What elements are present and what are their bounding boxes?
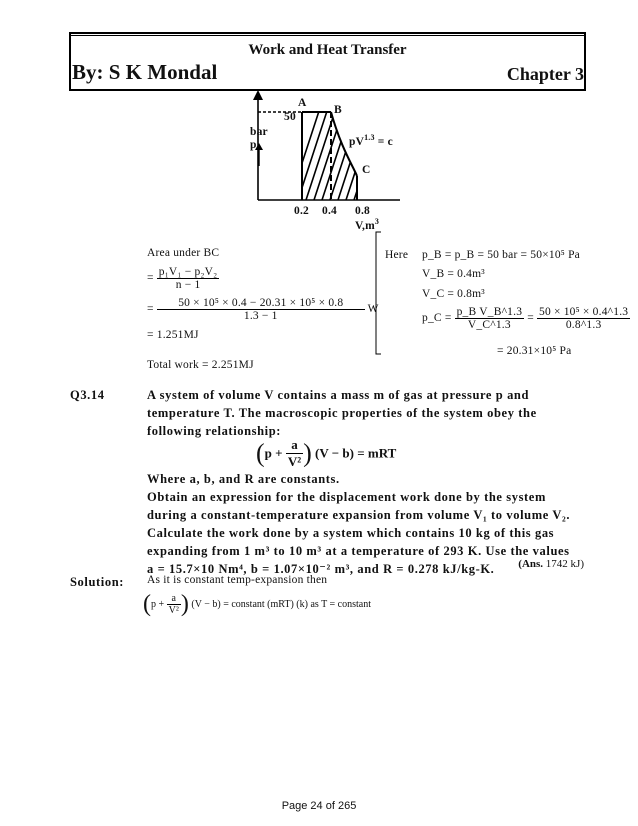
here-bracket xyxy=(373,230,383,356)
point-b: B xyxy=(334,104,342,116)
question-number: Q3.14 xyxy=(70,388,105,402)
p-axis-arrow xyxy=(253,90,263,100)
here-line5: = 20.31×10⁵ Pa xyxy=(497,345,572,357)
axis-v-label: $V,m^3$ xyxy=(355,217,380,232)
p-value-50: 50 xyxy=(284,111,296,123)
point-c: C xyxy=(362,164,371,176)
v-tick-0.2: 0.2 xyxy=(294,205,309,217)
page-number: Page 24 of 265 xyxy=(281,800,357,812)
question-intro: A system of volume V contains a mass m of gas at pressure p and temperature T. The macroscopic properties of the system obey the following relationship: xyxy=(147,388,537,438)
curve-label: $pV^{1.3} = c$ xyxy=(349,133,393,148)
work-eq2: = $\frac{\text{50 × 10⁵ × 0.4 − 20.31 × 10⁵ × 0.8}}{1.3 - 1}$ W xyxy=(147,297,379,322)
header-border-left xyxy=(69,32,71,91)
work-eq1: = $\frac{\text{p₁V₁ − p₂V₂}}{n - 1}$ xyxy=(147,266,218,291)
solution-line1: As it is constant temp-expansion then xyxy=(147,574,328,586)
here-label: Here xyxy=(385,249,409,261)
here-line3: V_C = 0.8m³ xyxy=(422,288,485,300)
solution-label: Solution: xyxy=(70,575,125,589)
hatch-area xyxy=(290,108,384,200)
area-under-bc: Area under BC xyxy=(147,247,220,259)
solution-equation: (p + $\frac{a}{\text{V²}}$ ) (V − b) = constant (mRT) (k) as T = constant xyxy=(143,591,371,617)
point-a: A xyxy=(298,97,307,109)
here-line4: p_C = $\frac{\text{p\_B V\_B\textasciicircum{}1.3}}{V\_C\^{}1.3}$ = $\frac{\text{50 × 10⁵ × 0.4\textasciicircum{}1.3}}{0.8\^{}1.3}$ xyxy=(422,306,629,331)
header-border-top-inner xyxy=(70,35,585,36)
v-tick-0.8: 0.8 xyxy=(355,205,370,217)
axis-p-label: p xyxy=(250,139,257,151)
here-line1: p_B = p_B = 50 bar = 50×10⁵ Pa xyxy=(422,249,580,261)
question-equation: (p + $\frac{a}{\text{V²}}$ ) (V − b) = mRT xyxy=(256,437,397,469)
here-line2: V_B = 0.4m³ xyxy=(422,268,485,280)
total-work: Total work = 2.251MJ xyxy=(147,359,254,371)
header-chapter: Chapter 3 xyxy=(506,64,584,84)
header-border-right xyxy=(584,32,586,91)
axis-p-unit: bar xyxy=(250,126,268,138)
header-author: By: S K Mondal xyxy=(72,60,218,84)
header-border-top xyxy=(70,32,585,34)
work-result: = 1.251MJ xyxy=(147,329,199,341)
v-tick-0.4: 0.4 xyxy=(322,205,337,217)
header-title: Work and Heat Transfer xyxy=(248,42,407,58)
question-answer: (Ans. 1742 kJ) xyxy=(518,558,584,570)
question-body: Where a, b, and R are constants. Obtain an expression for the displacement work done by the system during a constant-temperature expansion from volume V₁ to volume V₂. Calculate the work done by a system which contains 10 kg of this gas expanding from 1 m³ to 10 m³ at a temperature of 293 K. Use the values a = 15.7×10 Nm⁴, b = 1.07×10⁻² m³, and R = 0.278 kJ/kg-K. xyxy=(147,472,571,576)
